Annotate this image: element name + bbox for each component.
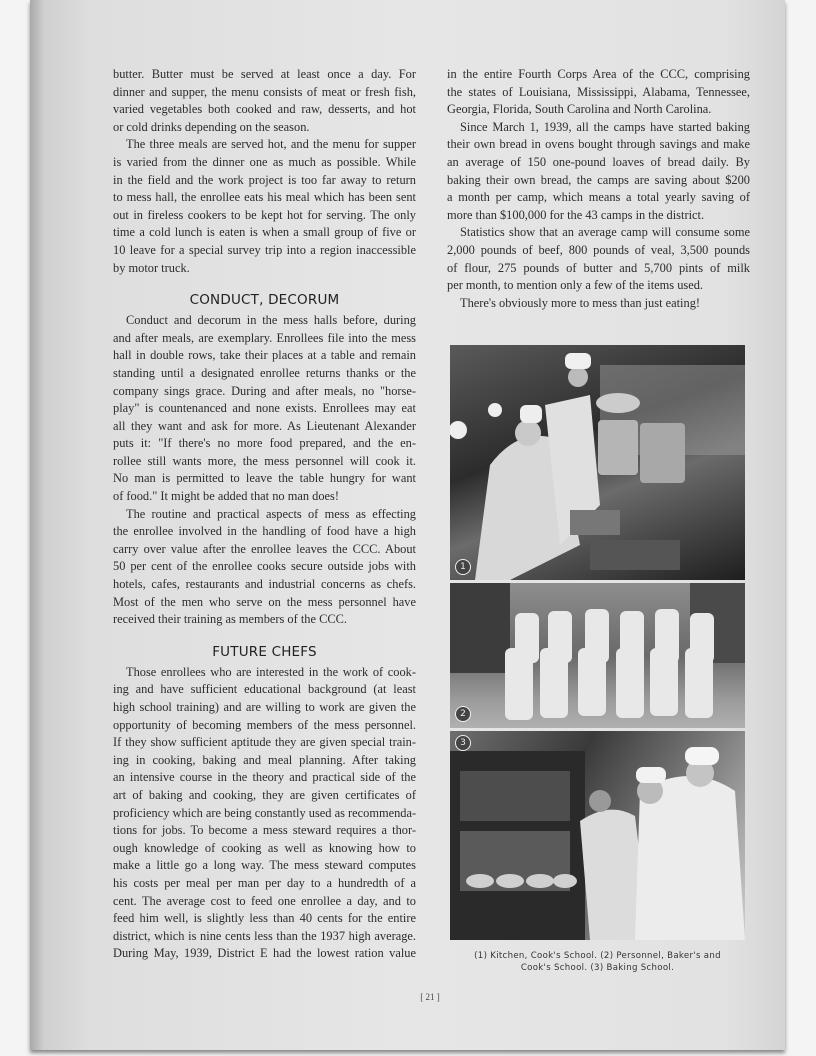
text-line: received their training as members of the CCC.: [113, 612, 347, 627]
photo-baking: [450, 731, 745, 940]
text-line: a month per camp, which means a total yearly saving of: [447, 190, 750, 205]
photo-number-badge: 3: [455, 735, 471, 751]
text-line: ing and have sufficient educational background (at least: [113, 682, 416, 697]
text-line: puts it: "If there's no more food prepared, and the en-: [113, 436, 416, 451]
text-line: feed him well, is slightly less than 40 cents for the entire: [113, 911, 416, 926]
text-line: an intensive course in the theory and practical side of the: [113, 770, 416, 785]
photo-kitchen: [450, 345, 745, 580]
text-line: all they want and ask for more. As Lieutenant Alexander: [113, 418, 416, 433]
text-line: per month, to mention only a few of the items used.: [447, 278, 704, 293]
text-line: Most of the men who serve on the mess personnel have: [113, 594, 416, 609]
text-line: The three meals are served hot, and the menu for supper: [126, 137, 416, 152]
text-line: make a little go a long way. The mess steward computes: [113, 858, 416, 873]
caption-line: (1) Kitchen, Cook's School. (2) Personnel, Baker's and: [474, 951, 721, 961]
text-line: time a cold lunch is eaten is when a small group of five or: [113, 225, 416, 240]
text-line: to mess hall, the enrollee eats his meal which has been sent: [113, 190, 416, 205]
photo-number-badge: 1: [455, 559, 471, 575]
paragraph: [113, 506, 416, 629]
text-line: The routine and practical aspects of mess as effecting: [126, 506, 416, 521]
text-line: Since March 1, 1939, all the camps have started baking: [460, 119, 750, 134]
text-line: Statistics show that an average camp will consume some: [460, 225, 750, 240]
text-line: 10 leave for a special survey trip into a region inaccessible: [113, 242, 416, 257]
text-line: cent. The average cost to feed one enrollee a day, and to: [113, 893, 416, 908]
text-line: rollee still wants more, the mess personnel will cook it.: [113, 453, 416, 468]
text-line: ing in cooking, baking and meal planning. After taking: [113, 752, 416, 767]
text-line: his costs per meal per man per day to a hundredth of a: [113, 875, 416, 890]
text-line: 50 per cent of the enrollee cooks secure outside jobs with: [113, 559, 416, 574]
text-line: art of baking and cooking, they are given certificates of: [113, 787, 416, 802]
text-line: butter. Butter must be served at least once a day. For: [113, 67, 416, 81]
text-line: or cold drinks depending on the season.: [113, 119, 310, 134]
text-line: district, which is nine cents less than the 1937 high average.: [113, 928, 416, 943]
text-line: dinner and supper, the menu consists of meat or fresh fish,: [113, 84, 416, 99]
text-line: varied vegetables both cooked and raw, desserts, and hot: [113, 102, 416, 117]
baking-photo-image: [450, 731, 745, 940]
text-line: If they show sufficient aptitude they are given special train-: [113, 735, 416, 750]
text-line: proficiency which are being constantly used as recommenda-: [113, 805, 417, 820]
paragraph: [447, 66, 750, 119]
text-line: hotels, cafes, restaurants and industrial concerns as chefs.: [113, 577, 416, 592]
section-heading: CONDUCT, DECORUM: [189, 292, 340, 309]
paragraph: [113, 664, 416, 963]
text-line: out in fireless cookers to be kept hot for serving. The only: [113, 207, 416, 222]
photo-caption: [450, 950, 745, 974]
paragraph: [447, 224, 750, 294]
text-line: and after meals, are exemplary. Enrollees file into the mess: [113, 330, 416, 345]
text-line: hall in double rows, take their places at a table and remain: [113, 348, 416, 363]
caption-line: Cook's School. (3) Baking School.: [520, 963, 675, 973]
text-line: Conduct and decorum in the mess halls before, during: [126, 313, 416, 328]
section-heading: FUTURE CHEFS: [212, 643, 317, 660]
text-line: play" is countenanced and none exists. Enrollees may eat: [113, 401, 416, 416]
text-line: No man is permitted to leave the table hungry for want: [113, 471, 416, 486]
text-line: high school training) and are willing to work are given the: [113, 700, 416, 714]
text-line: baking their own bread, the camps are saving about $200: [447, 172, 750, 187]
text-line: company sings grace. During and after meals, no "horse-: [113, 383, 416, 398]
text-line: 2,000 pounds of beef, 800 pounds of veal, 3,500 pounds: [447, 242, 750, 257]
text-line: in the field and the work project is too far away to return: [113, 172, 416, 187]
left-column: [113, 66, 416, 963]
paragraph: [447, 295, 750, 313]
text-line: an average of 150 one-pound loaves of bread daily. By: [447, 154, 750, 169]
right-column: [447, 66, 750, 312]
text-line: of flour, 275 pounds of butter and 5,700 pints of milk: [447, 260, 750, 275]
paragraph: [113, 66, 416, 136]
personnel-photo-image: [450, 583, 745, 728]
paragraph: [447, 119, 750, 225]
text-line: Those enrollees who are interested in the work of cook-: [126, 664, 416, 679]
paragraph: [113, 136, 416, 277]
photo-number-badge: 2: [455, 706, 471, 722]
text-line: Georgia, Florida, South Carolina and North Carolina.: [447, 102, 712, 117]
text-line: the enrollee involved in the handling of food have a high: [113, 524, 416, 539]
text-line: of food." It might be added that no man does!: [113, 489, 339, 504]
text-line: opportunity of becoming members of the mess personnel.: [113, 717, 416, 732]
text-line: carry over value after the enrollee leaves the CCC. About: [113, 541, 416, 556]
text-line: more than $100,000 for the 43 camps in the district.: [447, 207, 705, 222]
text-line: the states of Louisiana, Mississippi, Alabama, Tennessee,: [447, 84, 750, 99]
text-line: There's obviously more to mess than just eating!: [460, 295, 701, 310]
paragraph: [113, 312, 416, 506]
text-line: in the entire Fourth Corps Area of the CCC, comprising: [447, 67, 750, 81]
text-line: their own bread in ovens bought through savings and make: [447, 137, 750, 152]
text-line: During May, 1939, District E had the lowest ration value: [113, 946, 416, 961]
text-line: by motor truck.: [113, 260, 190, 275]
text-line: ough knowledge of cooking as well as knowing how to: [113, 840, 416, 855]
text-line: standing until a designated enrollee returns thanks or the: [113, 365, 416, 380]
kitchen-photo-image: [450, 345, 745, 580]
text-line: tions for jobs. To become a mess steward requires a thor-: [113, 823, 416, 838]
text-line: is varied from the dinner one as much as possible. While: [113, 154, 416, 169]
photo-personnel: [450, 583, 745, 728]
page-number: [ 21 ]: [420, 992, 440, 1002]
